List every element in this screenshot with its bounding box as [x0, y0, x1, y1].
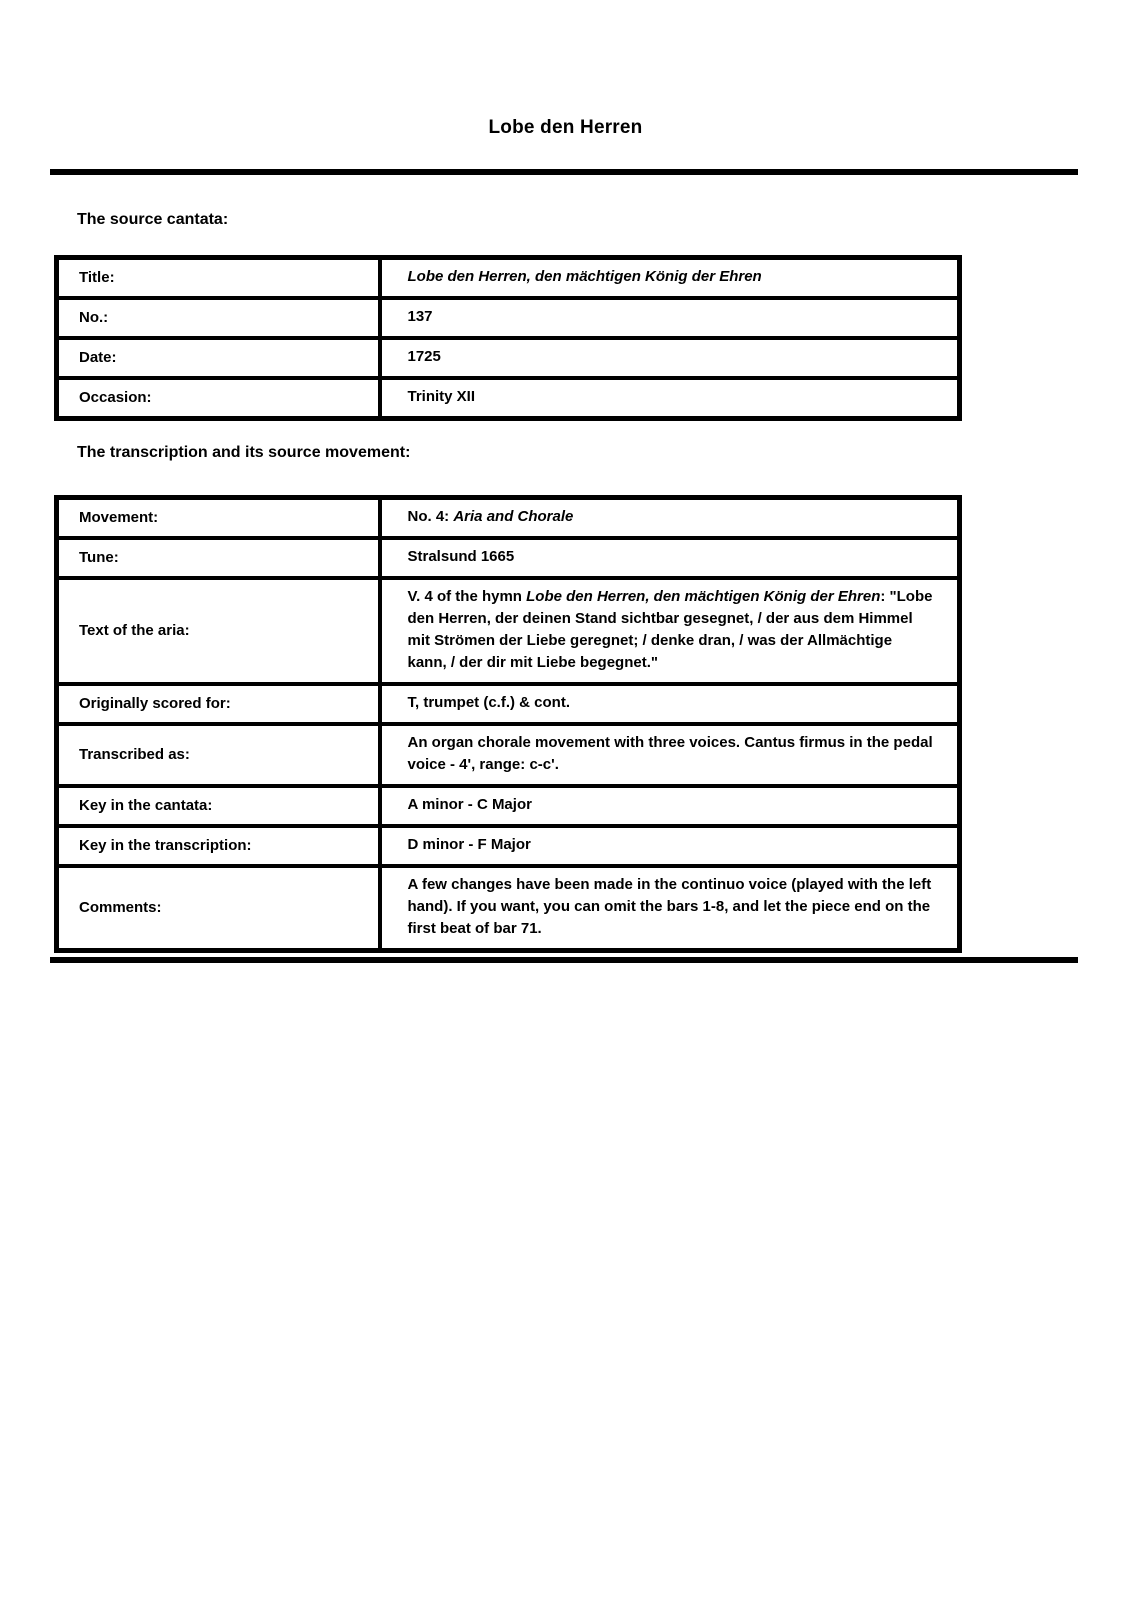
source-cantata-table	[54, 255, 962, 421]
row-label: Key in the transcription:	[57, 826, 380, 866]
row-value: V. 4 of the hymn Lobe den Herren, den mächtigen König der Ehren: "Lobe den Herren, der deinen Stand sichtbar gesegnet, / der aus dem Himmel mit Strömen der Liebe geregnet; / denke dran, / was der Allmächtige kann, / der dir mit Liebe begegnet."	[380, 578, 960, 684]
row-movement	[57, 498, 960, 539]
row-label: Text of the aria:	[57, 578, 380, 684]
row-date	[57, 338, 960, 378]
page-title: Lobe den Herren	[488, 117, 643, 138]
section-heading-source-cantata: The source cantata:	[77, 211, 229, 228]
row-label: Tune:	[57, 538, 380, 578]
row-value: T, trumpet (c.f.) & cont.	[380, 684, 960, 724]
row-tune	[57, 538, 960, 578]
row-originally-scored	[57, 684, 960, 724]
row-title	[57, 258, 960, 299]
row-key-transcription	[57, 826, 960, 866]
row-label: Title:	[57, 258, 380, 299]
section-heading-transcription: The transcription and its source movement:	[77, 444, 411, 461]
row-value: An organ chorale movement with three voices. Cantus firmus in the pedal voice - 4', range: c-c'.	[380, 724, 960, 786]
top-divider-rule	[50, 169, 1078, 175]
row-value: Lobe den Herren, den mächtigen König der Ehren	[380, 258, 960, 299]
row-label: Date:	[57, 338, 380, 378]
row-label: Originally scored for:	[57, 684, 380, 724]
row-value: A few changes have been made in the continuo voice (played with the left hand). If you want, you can omit the bars 1-8, and let the piece end on the first beat of bar 71.	[380, 866, 960, 951]
row-value: Trinity XII	[380, 378, 960, 419]
row-value: Stralsund 1665	[380, 538, 960, 578]
row-transcribed-as	[57, 724, 960, 786]
row-label: Occasion:	[57, 378, 380, 419]
row-key-cantata	[57, 786, 960, 826]
row-label: No.:	[57, 298, 380, 338]
row-label: Transcribed as:	[57, 724, 380, 786]
bottom-divider-rule	[50, 957, 1078, 963]
row-value: 137	[380, 298, 960, 338]
row-value: 1725	[380, 338, 960, 378]
row-value: No. 4: Aria and Chorale	[380, 498, 960, 539]
row-text-of-aria	[57, 578, 960, 684]
row-label: Movement:	[57, 498, 380, 539]
row-label: Comments:	[57, 866, 380, 951]
transcription-table	[54, 495, 962, 953]
row-label: Key in the cantata:	[57, 786, 380, 826]
row-value: A minor - C Major	[380, 786, 960, 826]
row-comments	[57, 866, 960, 951]
row-value: D minor - F Major	[380, 826, 960, 866]
row-occasion	[57, 378, 960, 419]
row-no	[57, 298, 960, 338]
